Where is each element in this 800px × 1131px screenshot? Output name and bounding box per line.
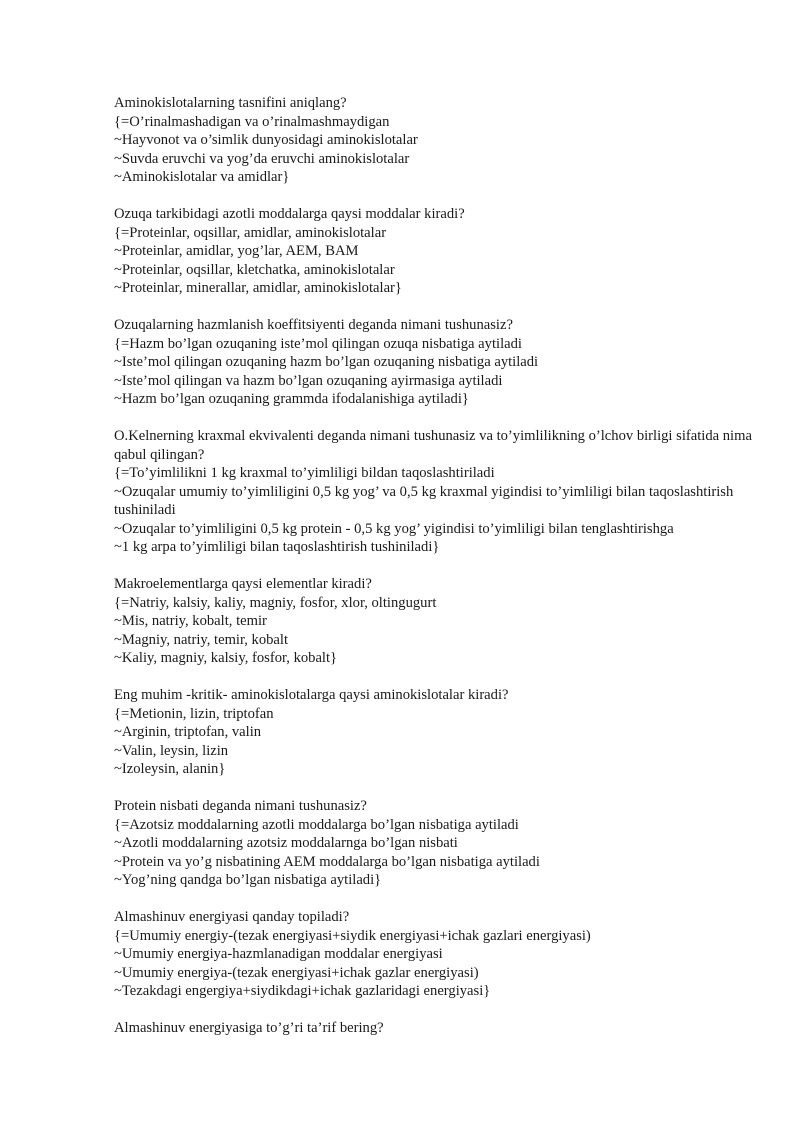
question-block-4	[114, 427, 764, 557]
question-block-3	[114, 316, 764, 409]
question-block-2	[114, 205, 764, 298]
answer-option: ~1 kg arpa to’yimliligi bilan taqoslashtirish tushiniladi}	[114, 539, 440, 555]
question-text: Eng muhim -kritik- aminokislotalarga qaysi aminokislotalar kiradi?	[114, 687, 509, 703]
question-text: Aminokislotalarning tasnifini aniqlang?	[114, 95, 347, 111]
answer-option: {=Azotsiz moddalarning azotli moddalarga bo’lgan nisbatiga aytiladi	[114, 816, 519, 833]
question-block-9	[114, 1019, 764, 1038]
answer-option: ~Suvda eruvchi va yog’da eruvchi aminokislotalar	[114, 150, 410, 167]
answer-option: ~Protein va yo’g nisbatining AEM moddalarga bo’lgan nisbatiga aytiladi	[114, 853, 540, 870]
answer-option: {=O’rinalmashadigan va o’rinalmashmaydigan	[114, 113, 390, 130]
answer-option: {=Umumiy energiy-(tezak energiyasi+siydik energiyasi+ichak gazlari energiyasi)	[114, 927, 591, 944]
answer-option: ~Azotli moddalarning azotsiz moddalarnga bo’lgan nisbati	[114, 835, 458, 851]
answer-option: ~Hayvonot va o’simlik dunyosidagi aminokislotalar	[114, 132, 418, 148]
answer-option: ~Proteinlar, minerallar, amidlar, aminokislotalar}	[114, 280, 402, 296]
question-block-5	[114, 575, 764, 668]
answer-option: ~Mis, natriy, kobalt, temir	[114, 613, 267, 629]
answer-option: ~Proteinlar, oqsillar, kletchatka, aminokislotalar	[114, 261, 395, 278]
answer-option: ~Izoleysin, alanin}	[114, 761, 226, 777]
answer-option: ~Umumiy energiya-(tezak energiyasi+ichak gazlar energiyasi)	[114, 964, 479, 981]
document-page	[114, 94, 764, 1056]
answer-option: ~Umumiy energiya-hazmlanadigan moddalar energiyasi	[114, 946, 443, 962]
answer-option: ~Yog’ning qandga bo’lgan nisbatiga aytiladi}	[114, 872, 382, 888]
question-text: Ozuqalarning hazmlanish koeffitsiyenti deganda nimani tushunasiz?	[114, 317, 513, 333]
answer-option: ~Arginin, triptofan, valin	[114, 724, 262, 740]
answer-option: ~Hazm bo’lgan ozuqaning grammda ifodalanishiga aytiladi}	[114, 391, 469, 407]
question-text: Almashinuv energiyasi qanday topiladi?	[114, 909, 350, 925]
answer-option: ~Proteinlar, amidlar, yog’lar, AEM, BAM	[114, 243, 359, 259]
question-text: Protein nisbati deganda nimani tushunasiz?	[114, 798, 367, 814]
answer-option: ~Magniy, natriy, temir, kobalt	[114, 631, 289, 648]
question-text: Makroelementlarga qaysi elementlar kiradi?	[114, 576, 372, 592]
answer-option: ~Iste’mol qilingan va hazm bo’lgan ozuqaning ayirmasiga aytiladi	[114, 372, 503, 389]
answer-option: ~Kaliy, magniy, kalsiy, fosfor, kobalt}	[114, 650, 338, 666]
answer-option: ~Tezakdagi engergiya+siydikdagi+ichak gazlaridagi energiyasi}	[114, 983, 491, 999]
answer-option: {=Hazm bo’lgan ozuqaning iste’mol qilingan ozuqa nisbatiga aytiladi	[114, 335, 522, 352]
answer-option: ~Iste’mol qilingan ozuqaning hazm bo’lgan ozuqaning nisbatiga aytiladi	[114, 354, 539, 370]
question-block-6	[114, 686, 764, 779]
answer-option: {=Natriy, kalsiy, kaliy, magniy, fosfor, xlor, oltingugurt	[114, 594, 437, 611]
question-block-1	[114, 94, 764, 187]
question-text: Almashinuv energiyasiga to’g’ri ta’rif bering?	[114, 1020, 384, 1036]
answer-option: {=Metionin, lizin, triptofan	[114, 705, 274, 722]
question-text: Ozuqa tarkibidagi azotli moddalarga qaysi moddalar kiradi?	[114, 206, 465, 222]
answer-option: {=Proteinlar, oqsillar, amidlar, aminokislotalar	[114, 224, 387, 241]
question-block-8	[114, 908, 764, 1001]
answer-option: ~Aminokislotalar va amidlar}	[114, 169, 290, 185]
answer-option: ~Ozuqalar to’yimliligini 0,5 kg protein - 0,5 kg yog’ yigindisi to’yimliligi bilan tenglashtirishga	[114, 520, 674, 537]
question-text: O.Kelnerning kraxmal ekvivalenti deganda nimani tushunasiz va to’yimlilikning o’lchov birligi sifatida nima qabul qilingan?	[114, 428, 752, 463]
answer-option: {=To’yimlilikni 1 kg kraxmal to’yimliligi bildan taqoslashtiriladi	[114, 465, 495, 481]
answer-option: ~Ozuqalar umumiy to’yimliligini 0,5 kg yog’ va 0,5 kg kraxmal yigindisi to’yimliligi bilan taqoslashtirish tushiniladi	[114, 483, 734, 518]
question-block-7	[114, 797, 764, 890]
answer-option: ~Valin, leysin, lizin	[114, 742, 229, 759]
